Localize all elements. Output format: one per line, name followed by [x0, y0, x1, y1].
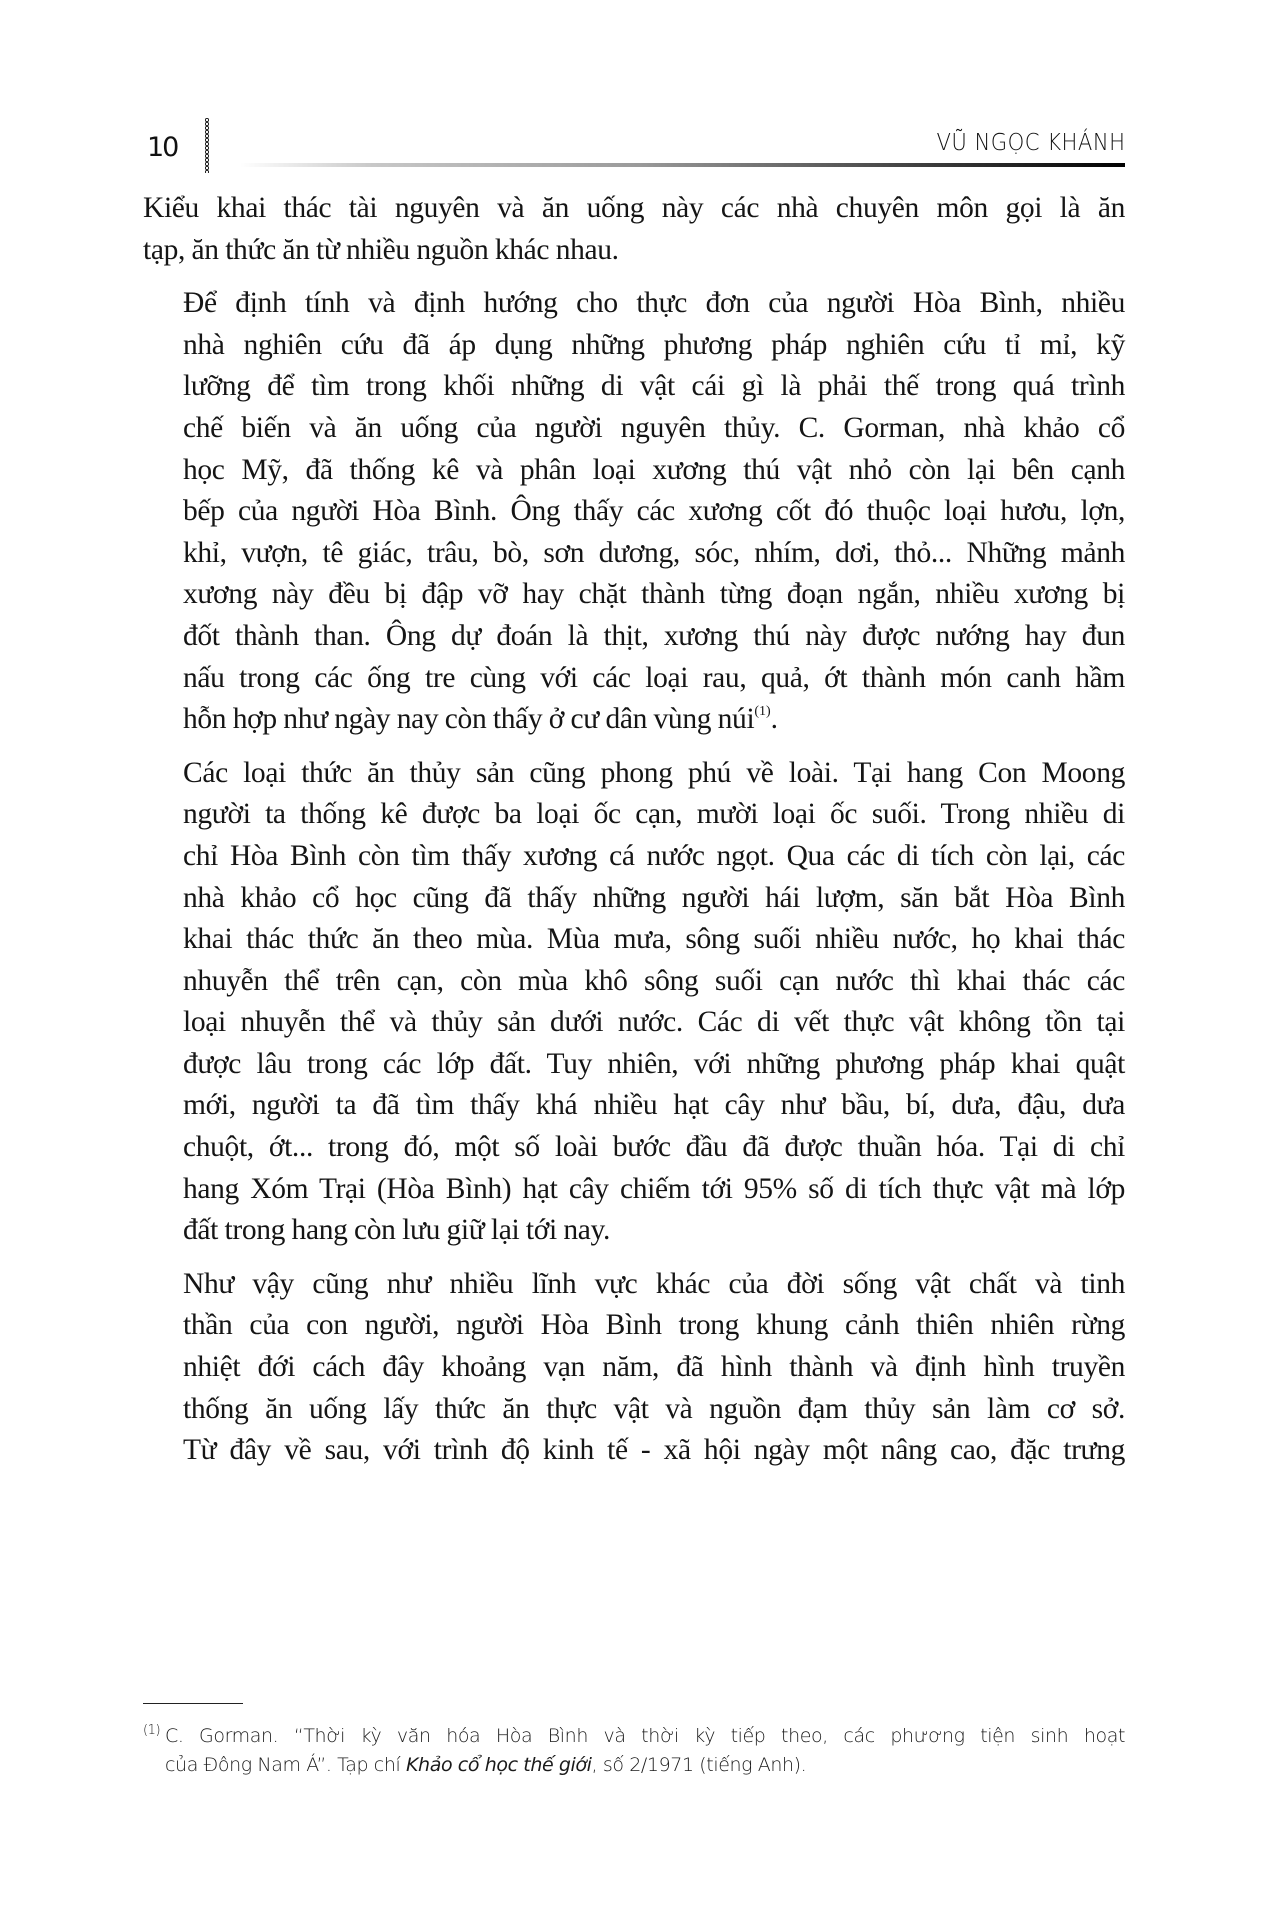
text-line: đất trong hang còn lưu giữ lại tới nay.	[183, 1214, 610, 1247]
text-line: lưỡng để tìm trong khối những di vật cái gì là phải thế trong quá trình	[183, 370, 1125, 403]
text-line: đốt thành than. Ông dự đoán là thịt, xương thú này được nướng hay đun	[183, 619, 1125, 652]
text-line: nhà khảo cổ học cũng đã thấy những người hái lượm, săn bắt Hòa Bình	[183, 881, 1125, 914]
footnote-marker: (1)	[143, 1723, 161, 1738]
text-line: mới, người ta đã tìm thấy khá nhiều hạt cây như bầu, bí, dưa, đậu, dưa	[183, 1089, 1125, 1122]
footnote-line	[165, 1751, 1125, 1780]
text-line: chỉ Hòa Bình còn tìm thấy xương cá nước ngọt. Qua các di tích còn lại, các	[183, 839, 1125, 872]
text-line: nhiệt đới cách đây khoảng vạn năm, đã hình thành và định hình truyền	[183, 1351, 1125, 1384]
paragraph	[143, 753, 1125, 1252]
footnote-text: của Đông Nam Á”. Tạp chí	[165, 1754, 406, 1776]
running-header	[135, 118, 1125, 178]
text-line: nấu trong các ống tre cùng với các loại rau, quả, ớt thành món canh hầm	[183, 661, 1125, 694]
paragraph	[143, 188, 1125, 271]
footnote-separator	[143, 1703, 243, 1704]
footnote-text: , số 2/1971 (tiếng Anh).	[591, 1754, 807, 1776]
text-line: Các loại thức ăn thủy sản cũng phong phú về loài. Tại hang Con Moong	[183, 756, 1125, 789]
text-line: Như vậy cũng như nhiều lĩnh vực khác của đời sống vật chất và tinh	[183, 1267, 1125, 1300]
text-line: học Mỹ, đã thống kê và phân loại xương thú vật nhỏ còn lại bên cạnh	[183, 453, 1125, 486]
text-line: Kiểu khai thác tài nguyên và ăn uống này các nhà chuyên môn gọi là ăn	[143, 192, 1125, 224]
text-line: xương này đều bị đập vỡ hay chặt thành từng đoạn ngắn, nhiều xương bị	[183, 578, 1125, 611]
footnote-line: C. Gorman. “Thời kỳ văn hóa Hòa Bình và thời kỳ tiếp theo, các phương tiện sinh hoạt	[165, 1725, 1125, 1747]
text-line: nhuyễn thể trên cạn, còn mùa khô sông suối cạn nước thì khai thác các	[183, 964, 1125, 997]
text-line: thống ăn uống lấy thức ăn thực vật và nguồn đạm thủy sản làm cơ sở.	[183, 1392, 1125, 1425]
text-line: khỉ, vượn, tê giác, trâu, bò, sơn dương, sóc, nhím, dơi, thỏ... Những mảnh	[183, 536, 1125, 569]
text-line: thần của con người, người Hòa Bình trong khung cảnh thiên nhiên rừng	[183, 1309, 1125, 1342]
paragraph	[143, 1264, 1125, 1472]
page-number: 10	[147, 132, 178, 163]
text-line: bếp của người Hòa Bình. Ông thấy các xương cốt đó thuộc loại hươu, lợn,	[183, 495, 1125, 528]
text-line: loại nhuyễn thể và thủy sản dưới nước. Các di vết thực vật không tồn tại	[183, 1006, 1125, 1039]
text-line: chế biến và ăn uống của người nguyên thủy. C. Gorman, nhà khảo cổ	[183, 411, 1125, 444]
header-chain-ornament-icon	[205, 118, 209, 173]
text-line: chuột, ớt... trong đó, một số loài bước đầu đã được thuần hóa. Tại di chỉ	[183, 1131, 1125, 1164]
text-line: hỗn hợp như ngày nay còn thấy ở cư dân vùng núi$^{(1)}$.	[183, 703, 778, 736]
text-line: được lâu trong các lớp đất. Tuy nhiên, với những phương pháp khai quật	[183, 1047, 1125, 1080]
body-text	[143, 188, 1125, 1472]
journal-title: Khảo cổ học thế giới	[406, 1754, 592, 1776]
paragraph	[143, 283, 1125, 741]
footnotes	[143, 1722, 1125, 1780]
text-line: người ta thống kê được ba loại ốc cạn, mười loại ốc suối. Trong nhiều di	[183, 798, 1125, 831]
text-line: hang Xóm Trại (Hòa Bình) hạt cây chiếm tới 95% số di tích thực vật mà lớp	[183, 1172, 1125, 1205]
text-line: khai thác thức ăn theo mùa. Mùa mưa, sông suối nhiều nước, họ khai thác	[183, 923, 1125, 956]
text-line: Từ đây về sau, với trình độ kinh tế - xã hội ngày một nâng cao, đặc trưng	[183, 1434, 1125, 1467]
footnote-1	[143, 1722, 1125, 1780]
text-line: Để định tính và định hướng cho thực đơn của người Hòa Bình, nhiều	[183, 287, 1125, 320]
text-line: nhà nghiên cứu đã áp dụng những phương pháp nghiên cứu tỉ mỉ, kỹ	[183, 328, 1125, 361]
footnote-reference[interactable]: (1)	[754, 704, 771, 720]
header-gradient-rule	[240, 163, 1125, 167]
header-author-name: VŨ NGỌC KHÁNH	[935, 130, 1125, 156]
text-line: tạp, ăn thức ăn từ nhiều nguồn khác nhau.	[143, 233, 619, 266]
